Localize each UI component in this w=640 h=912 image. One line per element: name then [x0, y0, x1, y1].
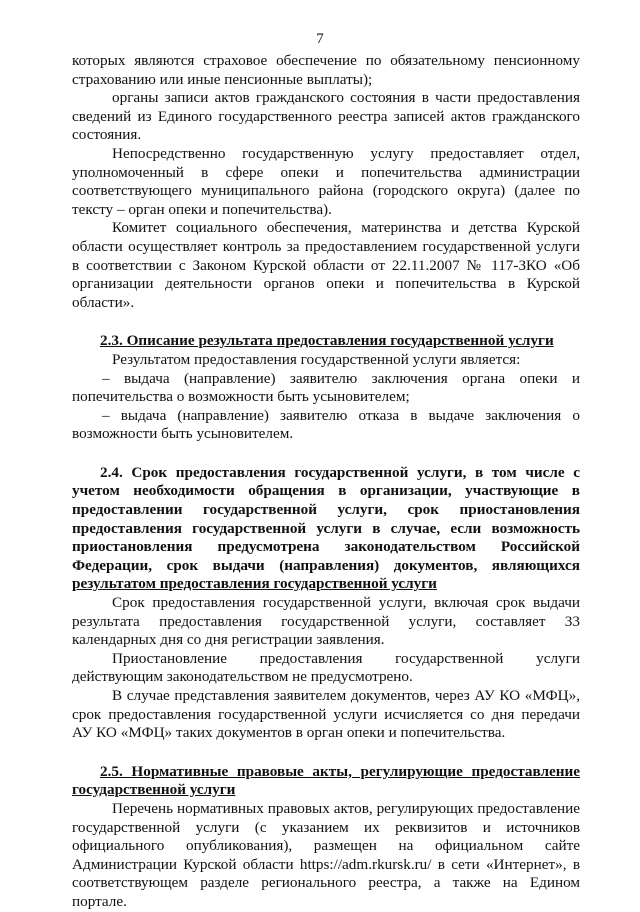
paragraph-control: Комитет социального обеспечения, материнства и детства Курской области осуществляет контроль за предоставлением государственной услуги в соответствии с Законом Курской области от 22.11.2007 № 117-ЗКО «Об организации деятельности органов опеки и попечительства в Курской области». [72, 219, 580, 311]
section-2-4-paragraph-1: Срок предоставления государственной услуги, включая срок выдачи результата предоставления государственной услуги, составляет 33 календарных дня со дня регистрации заявления. [72, 594, 580, 649]
section-2-3-intro: Результатом предоставления государственной услуги является: [112, 350, 521, 368]
section-2-4-paragraph-2: Приостановление предоставления государственной услуги действующим законодательством не предусмотрено. [72, 649, 580, 686]
page-number: 7 [316, 31, 324, 47]
section-2-3-item-1: – выдача (направление) заявителю заключения органа опеки и попечительства о возможности быть усыновителем; [72, 369, 580, 406]
paragraph-pension: которых являются страховое обеспечение по обязательному пенсионному страхованию или иные пенсионные выплаты); [72, 52, 580, 88]
section-2-4-paragraph-3: В случае представления заявителем документов, через АУ КО «МФЦ», срок предоставления государственной услуги исчисляется со дня передачи АУ КО «МФЦ» таких документов в орган опеки и попечительства. [72, 687, 580, 742]
section-2-3-item-2: – выдача (направление) заявителю отказа в выдаче заключения о возможности быть усыновителем. [72, 406, 580, 443]
paragraph-provider: Непосредственно государственную услугу предоставляет отдел, уполномоченный в сфере опеки и попечительства администрации соответствующего муниципального района (городского округа) (далее по тексту – орган опеки и попечительства). [72, 144, 580, 218]
section-2-4-heading: 2.4. Срок предоставления государственной услуги, в том числе с учетом необходимости обращения в организации, участвующие в предоставлении государственной услуги, срок приостановления предоставления государственной услуги в случае, если возможность приостановления предусмотрена законодательством Российской Федерации, срок выдачи (направления) документов, являющихся результатом предоставления государственной услуги [72, 463, 580, 593]
section-2-5-paragraph-1: Перечень нормативных правовых актов, регулирующих предоставление государственной услуги (с указанием их реквизитов и источников официального опубликования), размещен на официальном сайте Администрации Курской области https://adm.rkursk.ru/ в сети «Интернет», в соответствующем разделе регионального реестра, а также на Едином портале. [72, 799, 580, 910]
section-2-3-heading: 2.3. Описание результата предоставления государственной услуги [100, 332, 554, 350]
document-body [72, 52, 580, 912]
section-2-5-heading: 2.5. Нормативные правовые акты, регулирующие предоставление государственной услуги [72, 762, 580, 799]
paragraph-registry-offices: органы записи актов гражданского состояния в части предоставления сведений из Единого государственного реестра записей актов гражданского состояния. [72, 89, 580, 144]
